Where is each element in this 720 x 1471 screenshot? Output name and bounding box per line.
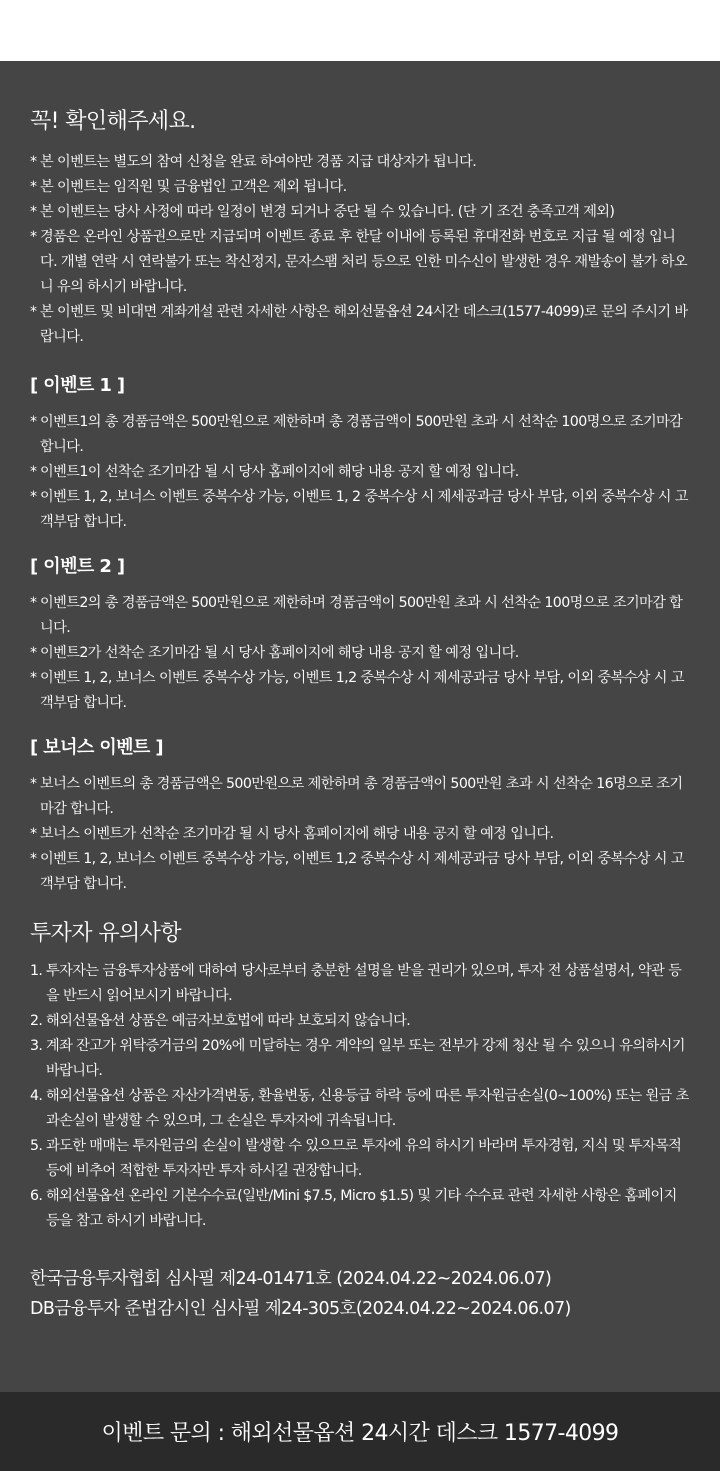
kofia-approval: 한국금융투자협회 심사필 제24-01471호 (2024.04.22~2024.06.07) <box>30 1269 552 1289</box>
top-spacer <box>0 0 720 61</box>
inquiry-label: 이벤트 문의 : 해외선물옵션 24시간 데스크 1577-4099 <box>101 1421 619 1446</box>
list-item: * 이벤트2의 총 경품금액은 500만원으로 제한하며 경품금액이 500만원 초과 시 선착순 100명으로 조기마감 합니다. <box>30 591 692 641</box>
notice-list <box>30 150 692 350</box>
event2-title: [ 이벤트 2 ] <box>30 556 125 577</box>
bonus-event-list <box>30 772 692 897</box>
event1-title: [ 이벤트 1 ] <box>30 375 125 396</box>
list-item: 3. 계좌 잔고가 위탁증거금의 20%에 미달하는 경우 계약의 일부 또는 전부가 강제 청산 될 수 있으니 유의하시기 바랍니다. <box>30 1038 685 1079</box>
bonus-event-title: [ 보너스 이벤트 ] <box>30 737 163 758</box>
event2-list <box>30 591 692 716</box>
list-item: 6. 해외선물옵션 온라인 기본수수료(일반/Mini $7.5, Micro $1.5) 및 기타 수수료 관련 자세한 사항은 홈페이지 등을 참고 하시기 바랍니다. <box>30 1188 677 1229</box>
list-item: * 이벤트2가 선착순 조기마감 될 시 당사 홈페이지에 해당 내용 공지 할 예정 입니다. <box>30 641 692 666</box>
investor-notice-list <box>30 959 692 1234</box>
list-item: * 보너스 이벤트가 선착순 조기마감 될 시 당사 홈페이지에 해당 내용 공지 할 예정 입니다. <box>30 822 692 847</box>
event1-list <box>30 410 692 535</box>
list-item: 2. 해외선물옵션 상품은 예금자보호법에 따라 보호되지 않습니다. <box>30 1013 411 1029</box>
investor-notice-title: 투자자 유의사항 <box>30 921 181 946</box>
list-item: 5. 과도한 매매는 투자원금의 손실이 발생할 수 있으므로 투자에 유의 하시기 바라며 투자경험, 지식 및 투자목적 등에 비추어 적합한 투자자만 투자 하시길 권장합니다. <box>30 1138 682 1179</box>
list-item: 1. 투자자는 금융투자상품에 대하여 당사로부터 충분한 설명을 받을 권리가 있으며, 투자 전 상품설명서, 약관 등을 반드시 읽어보시기 바랍니다. <box>30 963 682 1004</box>
notice-title: 꼭! 확인해주세요. <box>30 109 196 134</box>
list-item: * 이벤트 1, 2, 보너스 이벤트 중복수상 가능, 이벤트 1, 2 중복수상 시 제세공과금 당사 부담, 이외 중복수상 시 고객부담 합니다. <box>30 485 692 535</box>
list-item: * 본 이벤트는 당사 사정에 따라 일정이 변경 되거나 중단 될 수 있습니다. (단 기 조건 충족고객 제외) <box>30 200 692 225</box>
list-item: * 이벤트 1, 2, 보너스 이벤트 중복수상 가능, 이벤트 1,2 중복수상 시 제세공과금 당사 부담, 이외 중복수상 시 고객부담 합니다. <box>30 847 692 897</box>
list-item: * 보너스 이벤트의 총 경품금액은 500만원으로 제한하며 총 경품금액이 500만원 초과 시 선착순 16명으로 조기마감 합니다. <box>30 772 692 822</box>
list-item: 4. 해외선물옵션 상품은 자산가격변동, 환율변동, 신용등급 하락 등에 따른 투자원금손실(0~100%) 또는 원금 초과손실이 발생할 수 있으며, 그 손실은 투자자에 귀속됩니다. <box>30 1088 689 1129</box>
inquiry-footer <box>0 1392 720 1471</box>
notice-panel <box>0 61 720 1392</box>
compliance-approval: DB금융투자 준법감시인 심사필 제24-305호(2024.04.22~2024.06.07) <box>30 1299 571 1319</box>
list-item: * 본 이벤트 및 비대면 계좌개설 관련 자세한 사항은 해외선물옵션 24시간 데스크(1577-4099)로 문의 주시기 바랍니다. <box>30 300 692 350</box>
list-item: * 이벤트 1, 2, 보너스 이벤트 중복수상 가능, 이벤트 1,2 중복수상 시 제세공과금 당사 부담, 이외 중복수상 시 고객부담 합니다. <box>30 666 692 716</box>
approval-numbers <box>30 1264 692 1324</box>
list-item: * 이벤트1의 총 경품금액은 500만원으로 제한하며 총 경품금액이 500만원 초과 시 선착순 100명으로 조기마감 합니다. <box>30 410 692 460</box>
list-item: * 이벤트1이 선착순 조기마감 될 시 당사 홈페이지에 해당 내용 공지 할 예정 입니다. <box>30 460 692 485</box>
list-item: * 본 이벤트는 임직원 및 금융법인 고객은 제외 됩니다. <box>30 175 692 200</box>
list-item: * 경품은 온라인 상품권으로만 지급되며 이벤트 종료 후 한달 이내에 등록된 휴대전화 번호로 지급 될 예정 입니다. 개별 연락 시 연락불가 또는 착신정지, 문자스팸 처리 등으로 인한 미수신이 발생한 경우 재발송이 불가 하오니 유의 하시기 바랍니다. <box>30 225 692 300</box>
list-item: * 본 이벤트는 별도의 참여 신청을 완료 하여야만 경품 지급 대상자가 됩니다. <box>30 150 692 175</box>
